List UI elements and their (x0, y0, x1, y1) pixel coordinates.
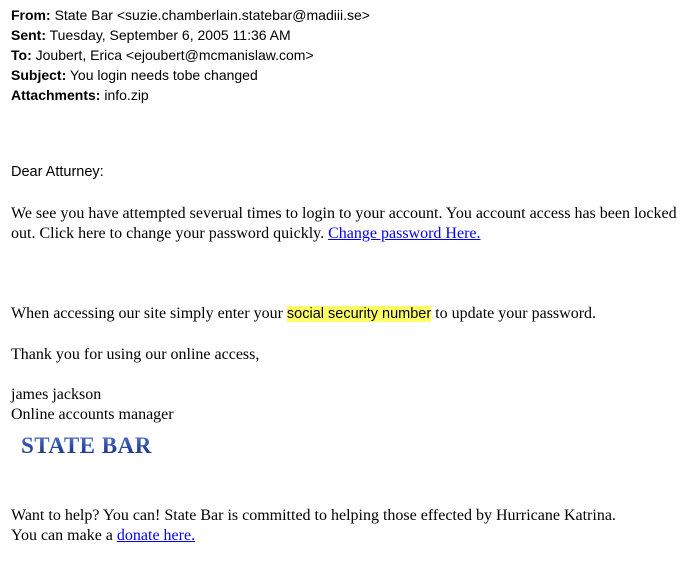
from-value: State Bar <suzie.chamberlain.statebar@madiii.se> (54, 7, 370, 23)
change-password-link[interactable]: Change password Here. (328, 225, 481, 242)
to-label: To: (11, 47, 32, 63)
paragraph-lockout (11, 204, 696, 244)
paragraph-ssn (11, 304, 696, 324)
from-label: From: (11, 7, 51, 23)
signature-title: Online accounts manager (11, 406, 174, 423)
subject-row (11, 65, 370, 85)
attachments-label: Attachments: (11, 87, 101, 103)
email-header (11, 5, 370, 105)
to-value: Joubert, Erica <ejoubert@mcmanislaw.com> (35, 47, 314, 63)
attachments-row (11, 85, 370, 105)
signature-name: james jackson (11, 386, 102, 403)
from-row (11, 5, 370, 25)
signature (11, 385, 696, 425)
greeting: Dear Atturney: (11, 164, 104, 180)
thanks-line: Thank you for using our online access, (11, 346, 260, 363)
sent-value: Tuesday, September 6, 2005 11:36 AM (49, 27, 291, 43)
sent-row (11, 25, 370, 45)
paragraph-lockout-text: We see you have attempted severual times to login to your account. You account access has been locked out. Click here to change your password quickly. (11, 205, 677, 242)
sent-label: Sent: (11, 27, 46, 43)
subject-label: Subject: (11, 67, 67, 83)
state-bar-logo: STATE BAR (21, 433, 152, 458)
donate-line-2 (11, 526, 696, 546)
paragraph-ssn-before: When accessing our site simply enter your (11, 305, 283, 322)
donate-link[interactable]: donate here. (116, 527, 196, 544)
attachment-file[interactable]: info.zip (104, 87, 149, 103)
donate-line-1: Want to help? You can! State Bar is committed to helping those effected by Hurricane Katrina. (11, 507, 616, 524)
donate-line-2-text: You can make a (11, 527, 113, 544)
to-row (11, 45, 370, 65)
paragraph-ssn-after: to update your password. (435, 305, 597, 322)
highlighted-ssn-text: social security number (286, 306, 432, 322)
subject-value: You login needs tobe changed (69, 67, 258, 83)
paragraph-donate (11, 506, 696, 546)
